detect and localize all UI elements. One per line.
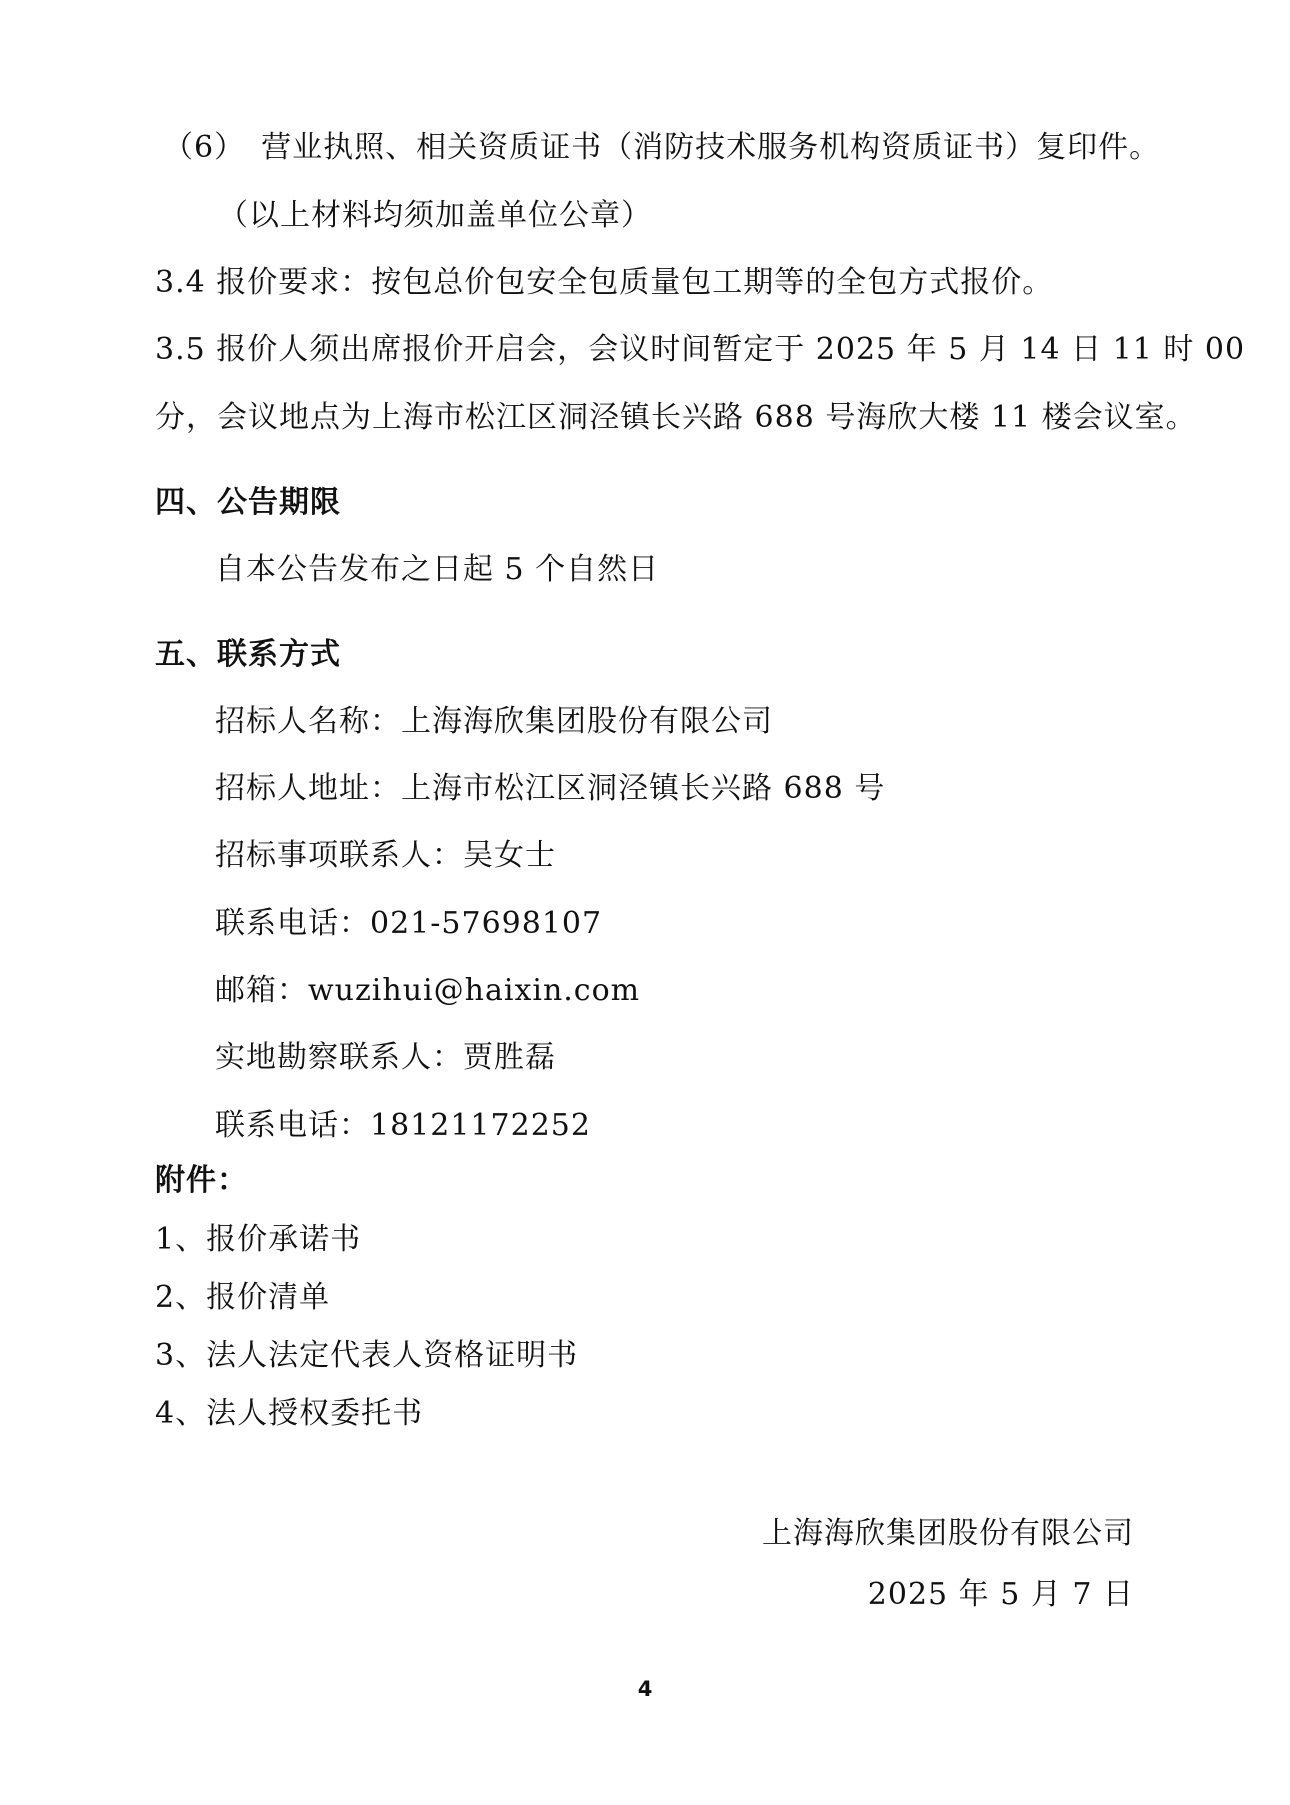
site-survey-phone: 联系电话：18121172252	[215, 1108, 591, 1143]
requirement-3-4: 3.4 报价要求：按包总价包安全包质量包工期等的全包方式报价。	[155, 265, 1054, 300]
section-4-text: 自本公告发布之日起 5 个自然日	[215, 552, 660, 587]
section-5-heading: 五、联系方式	[155, 637, 341, 672]
contact-email: 邮箱：wuzihui@haixin.com	[215, 973, 641, 1008]
contact-company-address: 招标人地址：上海市松江区洞泾镇长兴路 688 号	[215, 771, 886, 806]
attachment-item: 1、报价承诺书	[155, 1222, 362, 1257]
attachment-item: 4、法人授权委托书	[155, 1396, 424, 1431]
item-6-text: （6） 营业执照、相关资质证书（消防技术服务机构资质证书）复印件。	[163, 130, 1161, 165]
signature-company: 上海海欣集团股份有限公司	[762, 1516, 1134, 1551]
requirement-3-5-line-2: 分，会议地点为上海市松江区洞泾镇长兴路 688 号海欣大楼 11 楼会议室。	[155, 400, 1197, 435]
requirement-3-5-line-1: 3.5 报价人须出席报价开启会，会议时间暂定于 2025 年 5 月 14 日 11 时 00	[155, 332, 1246, 367]
section-4-heading: 四、公告期限	[155, 485, 341, 520]
contact-company-name: 招标人名称：上海海欣集团股份有限公司	[215, 704, 773, 739]
attachment-item: 3、法人法定代表人资格证明书	[155, 1338, 579, 1373]
contact-phone: 联系电话：021-57698107	[215, 906, 603, 941]
attachment-item: 2、报价清单	[155, 1280, 331, 1315]
contact-person: 招标事项联系人：吴女士	[215, 838, 556, 873]
page-number: 4	[637, 1677, 653, 1701]
seal-note: （以上材料均须加盖单位公章）	[218, 198, 652, 233]
attachments-heading: 附件：	[155, 1163, 248, 1198]
signature-date: 2025 年 5 月 7 日	[867, 1577, 1134, 1612]
site-survey-contact: 实地勘察联系人：贾胜磊	[215, 1040, 556, 1075]
